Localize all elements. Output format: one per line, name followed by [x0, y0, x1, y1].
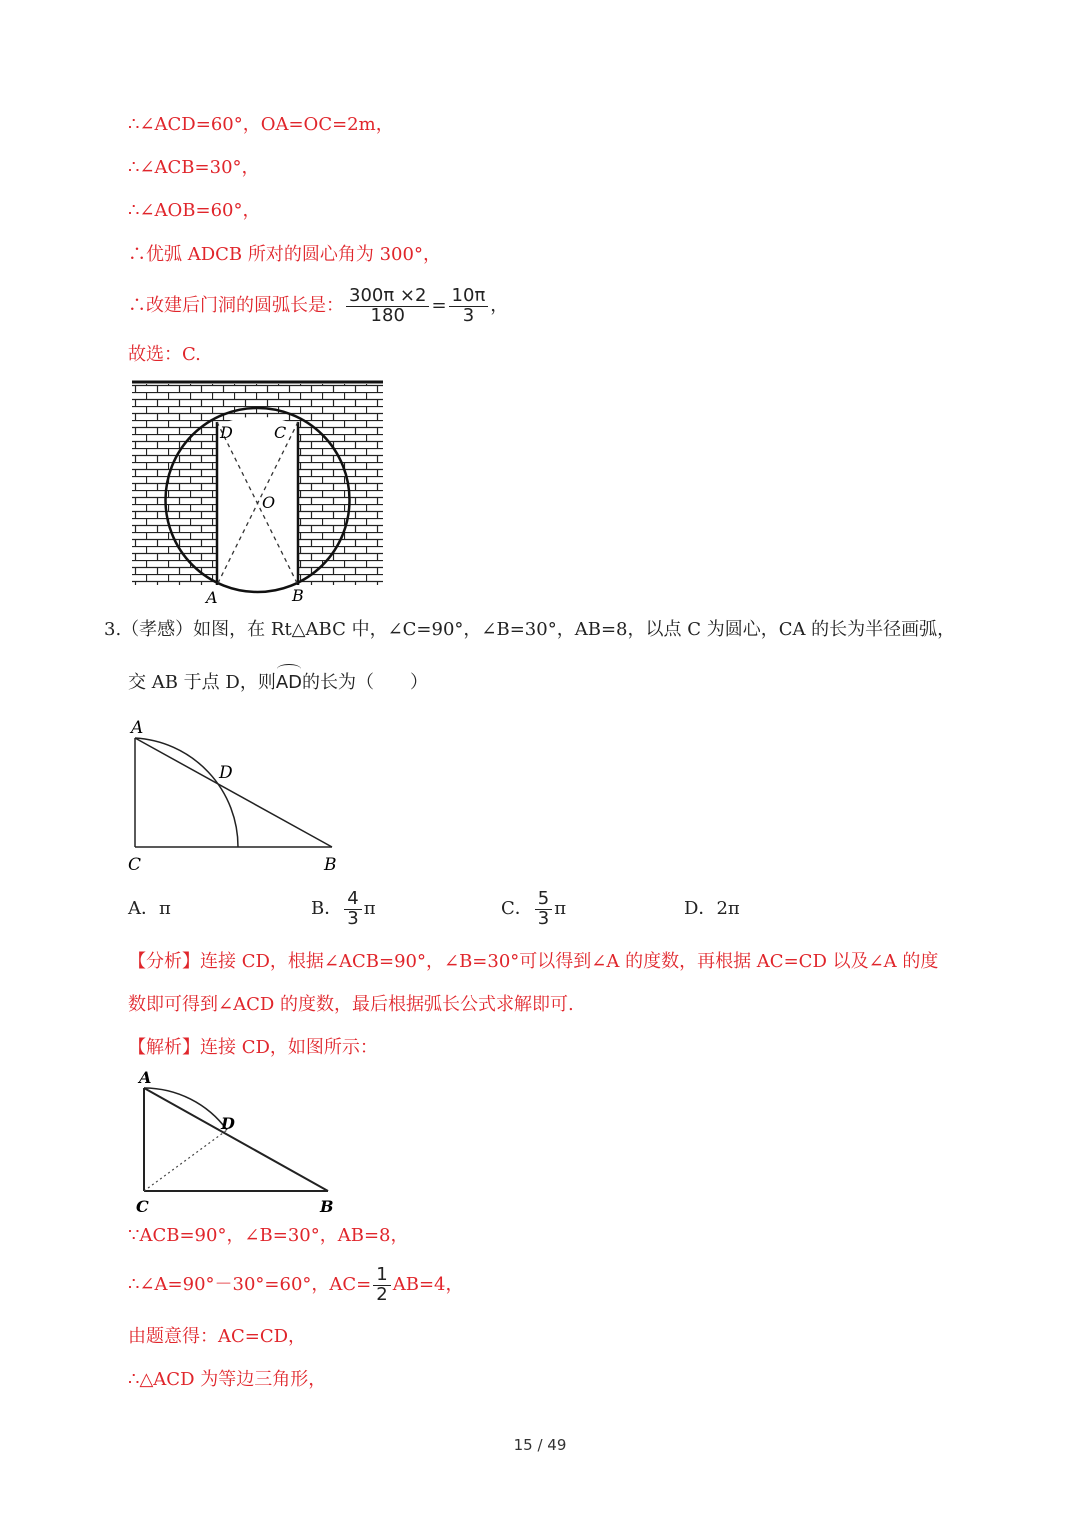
- option-d-value: 2π: [716, 898, 740, 919]
- solution-line-2: ∵ACB=90°，∠B=30°，AB=8，: [128, 1225, 409, 1246]
- fraction-numerator: 1: [373, 1266, 390, 1286]
- page-number: 15 / 49: [513, 1436, 567, 1454]
- option-c-label: C．: [501, 898, 533, 919]
- label-A: A: [131, 718, 144, 738]
- fraction-numerator: 10π: [449, 287, 489, 307]
- solution-tag: 【解析】: [128, 1037, 200, 1058]
- analysis-tag: 【分析】: [128, 951, 200, 972]
- fraction-numerator: 300π ×2: [346, 287, 429, 307]
- arc-length-prefix: ∴改建后门洞的圆弧长是：: [128, 295, 344, 316]
- solution-line-4: 由题意得：AC=CD，: [128, 1326, 307, 1347]
- label-B: B: [324, 855, 337, 875]
- option-b: [311, 884, 376, 934]
- triangle-cd-figure: [128, 1064, 348, 1222]
- solution-line-5: ∴△ACD 为等边三角形，: [128, 1369, 327, 1390]
- option-a-value: π: [159, 898, 171, 919]
- label-D: D: [219, 763, 233, 783]
- segment-CD: [144, 1130, 227, 1191]
- triangle-arc-figure: [124, 716, 354, 878]
- analysis-line-1: [128, 950, 938, 974]
- label-C: C: [274, 423, 287, 442]
- question-3-line-1: 3.（孝感）如图，在 Rt△ABC 中，∠C=90°，∠B=30°，AB=8，以点 C 为圆心，CA 的长为半径画弧，: [104, 619, 956, 640]
- comma: ，: [490, 295, 509, 316]
- fraction-denominator: 180: [370, 304, 405, 326]
- fraction-300pi-180: [346, 284, 429, 326]
- option-c: [501, 884, 566, 934]
- sol-line-3: ∴∠AOB=60°，: [128, 200, 261, 221]
- label-C: C: [128, 855, 142, 875]
- brick-wall: [132, 384, 383, 585]
- analysis-line-2: 数即可得到∠ACD 的度数，最后根据弧长公式求解即可.: [128, 994, 574, 1015]
- sol-line-2: ∴∠ACB=30°，: [128, 157, 260, 178]
- fraction-denominator: 2: [376, 1283, 388, 1305]
- fraction-denominator: 3: [462, 304, 475, 326]
- label-A: A: [139, 1068, 152, 1087]
- option-a-label: A．: [128, 898, 159, 919]
- solution-text-3-post: AB=4，: [392, 1274, 464, 1295]
- option-d: [684, 897, 740, 921]
- fraction-denominator: 3: [537, 907, 550, 929]
- label-C: C: [136, 1197, 149, 1216]
- arc-from-A: [135, 738, 238, 847]
- option-a: [128, 897, 171, 921]
- option-b-label: B．: [311, 898, 343, 919]
- option-b-fraction: [344, 887, 361, 929]
- solution-line-3: [128, 1260, 463, 1310]
- sol-line-1: ∴∠ACD=60°，OA=OC=2m，: [128, 114, 394, 135]
- sol-answer: 故选：C.: [128, 344, 201, 365]
- label-D: D: [221, 1114, 235, 1133]
- q3-text-pre: 交 AB 于点 D，则: [128, 672, 276, 693]
- sol-line-4: ∴优弧 ADCB 所对的圆心角为 300°，: [128, 244, 441, 265]
- label-B: B: [320, 1197, 334, 1216]
- fraction-10pi-3: [449, 284, 489, 326]
- sol-line-5: [128, 280, 508, 332]
- analysis-text-1: 连接 CD，根据∠ACB=90°，∠B=30°可以得到∠A 的度数，再根据 AC=CD 以及∠A 的度: [200, 951, 939, 972]
- label-D: D: [220, 423, 233, 442]
- label-A: A: [206, 588, 218, 607]
- fraction-one-half: [373, 1263, 390, 1305]
- brick-doorway-figure: [124, 378, 390, 610]
- solution-text-3-pre: ∴∠A=90°－30°=60°，AC=: [128, 1274, 372, 1295]
- fraction-denominator: 3: [347, 907, 359, 929]
- fraction-numerator: 5: [535, 890, 552, 910]
- label-B: B: [292, 586, 304, 605]
- arc-AD: AD: [275, 672, 303, 693]
- question-3-line-2: [128, 671, 428, 695]
- pi-symbol: π: [363, 898, 376, 919]
- fraction-numerator: 4: [344, 890, 361, 910]
- pi-symbol: π: [554, 898, 567, 919]
- q3-text-post: 的长为（ ）: [302, 672, 429, 693]
- label-O: O: [262, 493, 276, 512]
- solution-text-1: 连接 CD，如图所示：: [200, 1037, 378, 1058]
- equals-sign: =: [431, 295, 447, 316]
- option-c-fraction: [535, 887, 552, 929]
- solution-line-1: [128, 1036, 378, 1060]
- option-d-label: D．: [684, 898, 717, 919]
